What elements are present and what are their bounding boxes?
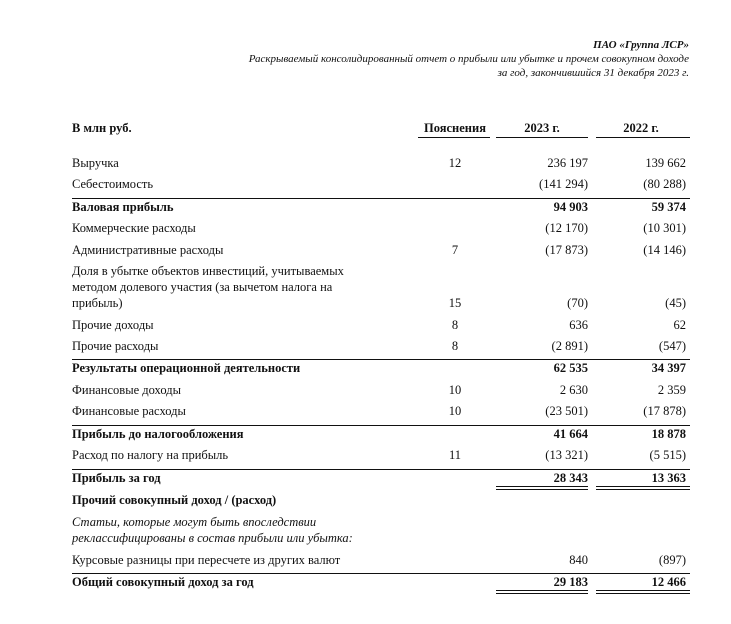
row-note: 11 [448, 448, 462, 462]
value-2023: (141 294) [539, 177, 588, 191]
double-underline-total-2022 [596, 590, 690, 594]
row-label: Прочий совокупный доход / (расход) [72, 493, 277, 507]
double-underline-2022 [596, 486, 690, 490]
value-2023: 29 183 [553, 575, 588, 589]
value-2023: 41 664 [553, 427, 588, 441]
value-2023: 840 [569, 553, 588, 567]
value-2023: 62 535 [553, 361, 588, 375]
value-2023: (23 501) [545, 404, 588, 418]
value-2022: (45) [665, 296, 686, 310]
value-2023: 94 903 [553, 200, 588, 214]
value-2022: 34 397 [651, 361, 686, 375]
row-label-line: методом долевого участия (за вычетом налога на [72, 280, 333, 294]
value-2023: 2 630 [559, 383, 588, 397]
value-2023: (2 891) [551, 339, 588, 353]
row-label-line: прибыль) [72, 296, 123, 310]
value-2022: (897) [658, 553, 686, 567]
row-label: Коммерческие расходы [72, 221, 196, 235]
divider-gross-profit [72, 198, 690, 199]
value-2023: 236 197 [547, 156, 588, 170]
header-underline-2022 [596, 137, 690, 138]
row-label: Прибыль за год [72, 471, 161, 485]
value-2022: 12 466 [651, 575, 686, 589]
divider-profit-before-tax [72, 425, 690, 426]
value-2022: (14 146) [643, 243, 686, 257]
row-label-line: Доля в убытке объектов инвестиций, учитываемых [72, 264, 344, 278]
value-2022: 13 363 [651, 471, 686, 485]
row-label: Административные расходы [72, 243, 224, 257]
currency-unit-label: В млн руб. [72, 121, 132, 135]
double-underline-total-2023 [496, 590, 588, 594]
double-underline-2023 [496, 486, 588, 490]
value-2023: (70) [567, 296, 588, 310]
report-period: за год, закончившийся 31 декабря 2023 г. [497, 67, 689, 79]
value-2022: 2 359 [657, 383, 686, 397]
divider-operating-results [72, 359, 690, 360]
row-label-line: Статьи, которые могут быть впоследствии [72, 515, 317, 529]
value-2022: (5 515) [649, 448, 686, 462]
row-label: Выручка [72, 156, 119, 170]
value-2022: (80 288) [643, 177, 686, 191]
row-note: 10 [448, 404, 462, 418]
value-2023: (13 321) [545, 448, 588, 462]
row-label: Общий совокупный доход за год [72, 575, 254, 589]
row-note: 8 [451, 339, 459, 353]
company-name: ПАО «Группа ЛСР» [593, 39, 689, 51]
row-label: Финансовые доходы [72, 383, 181, 397]
year-2022-column-header: 2022 г. [623, 121, 659, 135]
report-header [249, 38, 689, 80]
row-note: 15 [448, 296, 462, 310]
value-2022: 59 374 [651, 200, 686, 214]
row-note: 10 [448, 383, 462, 397]
row-label: Расход по налогу на прибыль [72, 448, 229, 462]
value-2022: 62 [673, 318, 686, 332]
row-label: Результаты операционной деятельности [72, 361, 301, 375]
row-label: Прочие доходы [72, 318, 154, 332]
header-underline-notes [418, 137, 490, 138]
divider-profit-for-year [72, 469, 690, 470]
value-2022: 139 662 [645, 156, 686, 170]
row-label: Финансовые расходы [72, 404, 186, 418]
row-note: 8 [451, 318, 459, 332]
divider-total-comprehensive [72, 573, 690, 574]
value-2022: (547) [658, 339, 686, 353]
row-label: Прочие расходы [72, 339, 159, 353]
row-note: 12 [448, 156, 462, 170]
row-label: Валовая прибыль [72, 200, 174, 214]
row-label: Себестоимость [72, 177, 154, 191]
report-title: Раскрываемый консолидированный отчет о прибыли или убытке и прочем совокупном доходе [248, 53, 689, 65]
row-label: Прибыль до налогообложения [72, 427, 244, 441]
row-label-line: реклассифицированы в состав прибыли или убытка: [72, 531, 353, 545]
row-note: 7 [451, 243, 459, 257]
value-2023: (17 873) [545, 243, 588, 257]
year-2023-column-header: 2023 г. [524, 121, 560, 135]
value-2022: (10 301) [643, 221, 686, 235]
value-2023: (12 170) [545, 221, 588, 235]
value-2023: 636 [569, 318, 588, 332]
value-2023: 28 343 [553, 471, 588, 485]
value-2022: 18 878 [651, 427, 686, 441]
header-underline-2023 [496, 137, 588, 138]
row-label: Курсовые разницы при пересчете из других валют [72, 553, 341, 567]
notes-column-header: Пояснения [424, 121, 486, 135]
value-2022: (17 878) [643, 404, 686, 418]
